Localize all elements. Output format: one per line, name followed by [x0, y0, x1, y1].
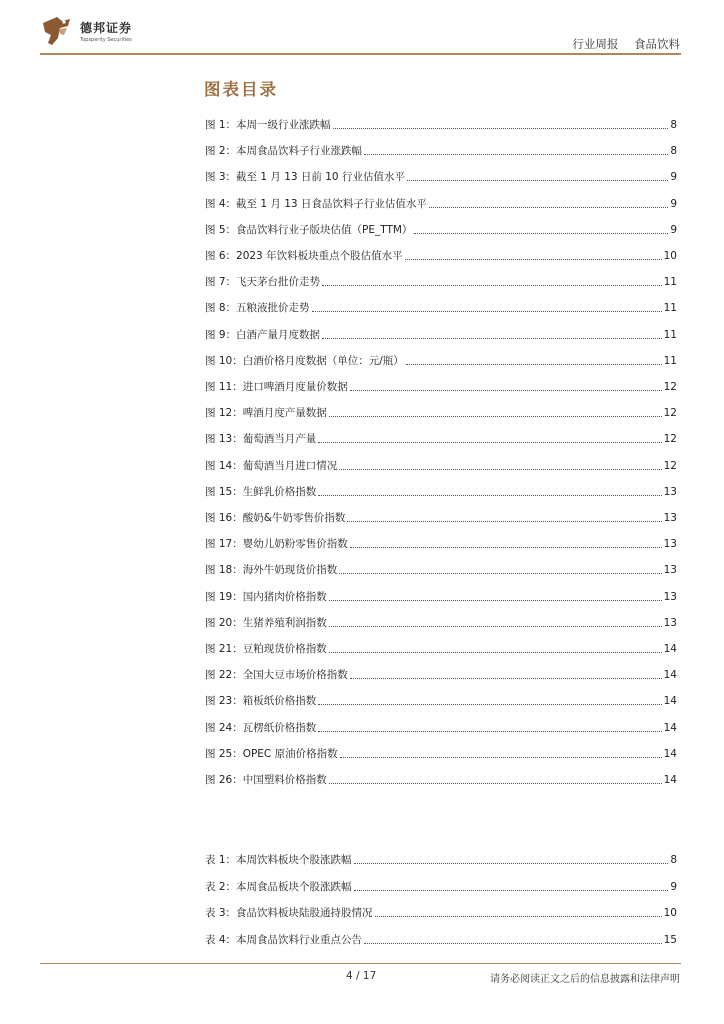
toc-entry-page: 11	[663, 302, 677, 315]
toc-entry[interactable]	[205, 350, 677, 368]
toc-leader-dots	[405, 259, 662, 260]
toc-entry-label: 图 14：葡萄酒当月进口情况	[205, 459, 338, 472]
page-number: 4 / 17	[346, 970, 377, 982]
toc-entry[interactable]	[205, 612, 677, 630]
toc-entry[interactable]	[205, 586, 677, 604]
toc-entry-page: 9	[670, 197, 677, 210]
toc-entry-label: 图 2：本周食品饮料子行业涨跌幅	[205, 145, 363, 158]
toc-entry-label: 图 21：豆粕现货价格指数	[205, 643, 327, 655]
toc-title: 图表目录	[204, 80, 278, 99]
toc-entry[interactable]	[205, 902, 677, 920]
toc-entry-page: 15	[663, 934, 677, 947]
toc-entry[interactable]	[205, 114, 677, 132]
toc-entry[interactable]	[205, 271, 677, 289]
toc-leader-dots	[354, 863, 669, 864]
toc-entry[interactable]	[205, 166, 677, 184]
toc-leader-dots	[329, 416, 662, 417]
toc-entry-page: 13	[663, 538, 677, 551]
toc-entry-label: 图 11：进口啤酒月度量价数据	[205, 381, 348, 393]
toc-entry-page: 14	[663, 774, 677, 786]
toc-leader-dots	[329, 652, 662, 653]
toc-entry-page: 9	[670, 223, 677, 236]
toc-entry-page: 13	[663, 564, 677, 577]
company-logo	[40, 14, 150, 48]
toc-entry-page: 9	[670, 171, 677, 184]
toc-entry-label: 图 25：OPEC 原油价格指数	[205, 747, 338, 760]
toc-entry[interactable]	[205, 664, 677, 682]
toc-entry[interactable]	[205, 717, 677, 735]
toc-entry-label: 图 10：白酒价格月度数据（单位：元/瓶）	[205, 354, 404, 367]
toc-entry-label: 图 20：生猪养殖利润指数	[205, 616, 327, 629]
report-type: 行业周报	[572, 37, 619, 51]
toc-leader-dots	[329, 600, 662, 601]
toc-entry-page: 11	[663, 276, 677, 289]
toc-leader-dots	[350, 678, 662, 679]
toc-entry[interactable]	[205, 140, 677, 158]
toc-entry[interactable]	[205, 743, 677, 761]
toc-leader-dots	[318, 495, 661, 496]
toc-entry[interactable]	[205, 929, 677, 947]
toc-entry[interactable]	[205, 428, 677, 446]
toc-entry-page: 10	[663, 907, 677, 920]
toc-leader-dots	[318, 704, 661, 705]
toc-entry-label: 图 15：生鲜乳价格指数	[205, 485, 317, 498]
brand-name: 德邦证券	[80, 21, 133, 35]
toc-entry[interactable]	[205, 193, 677, 211]
toc-entry-page: 14	[663, 721, 677, 734]
brand-name-en: Topsperity Securities	[80, 37, 132, 43]
toc-entry-label: 图 18：海外牛奶现货价指数	[205, 564, 338, 577]
toc-entry-label: 图 4：截至 1 月 13 日食品饮料子行业估值水平	[205, 197, 427, 210]
toc-entry[interactable]	[205, 376, 677, 394]
toc-entry-label: 图 19：国内猪肉价格指数	[205, 590, 327, 603]
toc-entry-page: 8	[670, 119, 677, 131]
toc-entry-label: 图 1：本周一级行业涨跌幅	[205, 119, 331, 131]
toc-leader-dots	[407, 180, 668, 181]
toc-leader-dots	[312, 311, 662, 312]
toc-entry-label: 图 22：全国大豆市场价格指数	[205, 669, 348, 682]
toc-entry-label: 表 2：本周食品板块个股涨跌幅	[205, 880, 352, 893]
toc-entry-page: 8	[670, 145, 677, 158]
toc-entry-label: 图 24：瓦楞纸价格指数	[205, 721, 317, 734]
toc-entry[interactable]	[205, 769, 677, 787]
toc-entry-page: 12	[663, 433, 677, 446]
logo-mark-icon	[40, 14, 76, 48]
toc-entry-label: 图 17：婴幼儿奶粉零售价指数	[205, 538, 348, 551]
toc-entry-page: 10	[663, 250, 677, 262]
header-tags	[572, 36, 680, 52]
toc-leader-dots	[350, 547, 662, 548]
toc-entry[interactable]	[205, 849, 677, 867]
toc-entry-page: 14	[663, 643, 677, 655]
toc-entry[interactable]	[205, 402, 677, 420]
toc-entry[interactable]	[205, 690, 677, 708]
toc-entry[interactable]	[205, 876, 677, 894]
toc-entry-label: 表 3：食品饮料板块陆股通持股情况	[205, 907, 373, 920]
toc-entry-page: 8	[670, 854, 677, 866]
toc-entry[interactable]	[205, 245, 677, 263]
toc-leader-dots	[329, 626, 662, 627]
toc-leader-dots	[322, 285, 662, 286]
toc-entry-page: 13	[663, 616, 677, 629]
footer-divider	[40, 963, 681, 964]
toc-entry-label: 图 6：2023 年饮料板块重点个股估值水平	[205, 250, 403, 262]
toc-entry[interactable]	[205, 481, 677, 499]
toc-entry[interactable]	[205, 455, 677, 473]
toc-leader-dots	[329, 783, 662, 784]
toc-entry-label: 图 16：酸奶&牛奶零售价指数	[205, 512, 346, 524]
page-header	[0, 0, 724, 58]
toc-leader-dots	[350, 390, 662, 391]
toc-entry-page: 13	[663, 590, 677, 603]
toc-entry[interactable]	[205, 559, 677, 577]
toc-entry-label: 图 12：啤酒月度产量数据	[205, 407, 327, 420]
toc-entry-page: 9	[670, 880, 677, 893]
toc-leader-dots	[375, 916, 662, 917]
footer-disclaimer: 请务必阅读正文之后的信息披露和法律声明	[490, 974, 680, 985]
toc-entry[interactable]	[205, 219, 677, 237]
toc-entry-label: 图 5：食品饮料行业子版块估值（PE_TTM）	[205, 223, 413, 236]
toc-entry-label: 表 4：本周食品饮料行业重点公告	[205, 934, 363, 947]
toc-entry-label: 图 3：截至 1 月 13 日前 10 行业估值水平	[205, 171, 405, 184]
toc-entry-page: 14	[663, 669, 677, 682]
toc-leader-dots	[364, 943, 662, 944]
toc-entry-page: 13	[663, 485, 677, 498]
toc-entry-label: 图 13：葡萄酒当月产量	[205, 433, 317, 446]
toc-entry-label: 图 26：中国塑料价格指数	[205, 774, 327, 786]
toc-entry-page: 12	[663, 459, 677, 472]
toc-leader-dots	[322, 338, 662, 339]
toc-entry-page: 13	[663, 512, 677, 524]
toc-entry-page: 11	[663, 328, 677, 341]
toc-entry[interactable]	[205, 638, 677, 656]
toc-entry[interactable]	[205, 297, 677, 315]
toc-entry-label: 图 7：飞天茅台批价走势	[205, 276, 321, 289]
toc-entry-label: 图 8：五粮液批价走势	[205, 302, 310, 315]
toc-leader-dots	[354, 890, 669, 891]
toc-leader-dots	[339, 573, 661, 574]
toc-entry[interactable]	[205, 507, 677, 525]
toc-leader-dots	[347, 521, 661, 522]
toc-leader-dots	[406, 364, 662, 365]
toc-entry-page: 12	[663, 381, 677, 393]
toc-leader-dots	[339, 469, 661, 470]
toc-leader-dots	[429, 207, 668, 208]
toc-leader-dots	[364, 154, 668, 155]
toc-entry-label: 表 1：本周饮料板块个股涨跌幅	[205, 854, 352, 866]
toc-entry-label: 图 23：箱板纸价格指数	[205, 695, 317, 708]
sector-label: 食品饮料	[634, 37, 680, 51]
toc-leader-dots	[340, 757, 662, 758]
toc-entry-page: 14	[663, 747, 677, 760]
header-divider	[40, 53, 681, 55]
toc-entry-page: 14	[663, 695, 677, 708]
toc-entry-label: 图 9：白酒产量月度数据	[205, 328, 321, 341]
toc-leader-dots	[333, 128, 669, 129]
toc-entry-page: 12	[663, 407, 677, 420]
toc-leader-dots	[318, 442, 661, 443]
toc-entry-page: 11	[663, 354, 677, 367]
toc-entry[interactable]	[205, 533, 677, 551]
toc-leader-dots	[318, 731, 661, 732]
toc-leader-dots	[414, 233, 668, 234]
toc-entry[interactable]	[205, 324, 677, 342]
